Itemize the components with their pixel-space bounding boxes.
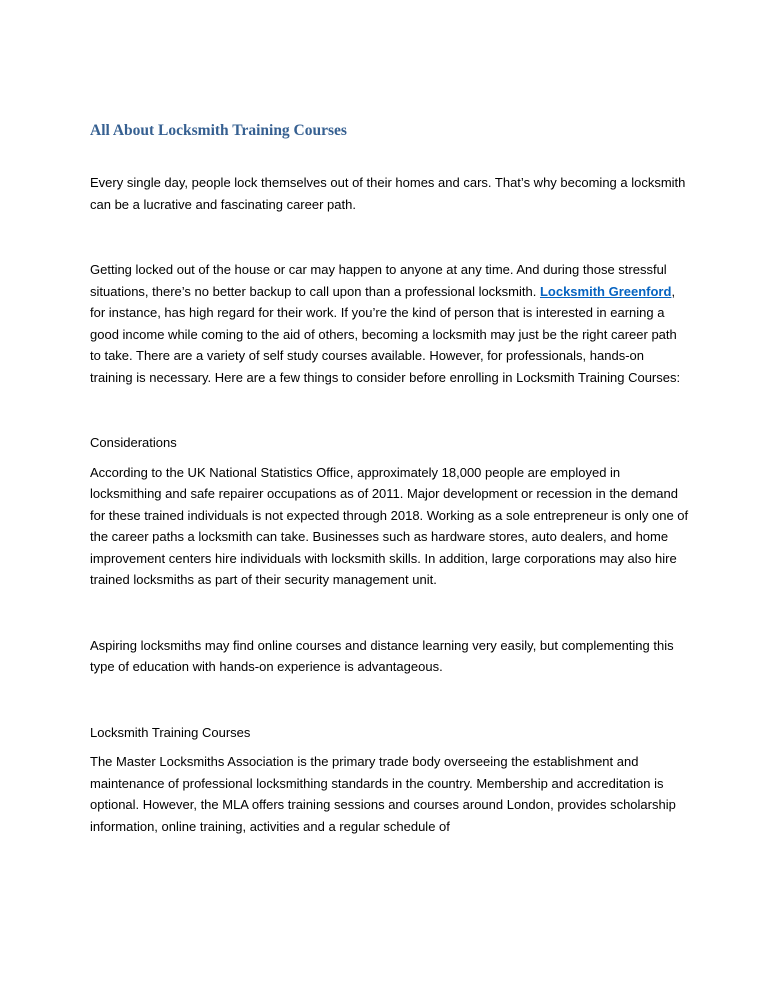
second-paragraph	[90, 259, 690, 388]
paragraph-text-before-link: Getting locked out of the house or car may happen to anyone at any time. And during those stressful situations, there’s no better backup to call upon than a professional locksmith.	[90, 262, 667, 299]
locksmith-greenford-link[interactable]: Locksmith Greenford	[539, 283, 672, 299]
considerations-paragraph: According to the UK National Statistics Office, approximately 18,000 people are employed in locksmithing and safe repairer occupations as of 2011. Major development or recession in the demand for these trained individuals is not expected through 2018. Working as a sole entrepreneur is only one of the career paths a locksmith can take. Businesses such as hardware stores, auto dealers, and home improvement centers hire individuals with locksmith skills. In addition, large corporations may also hire trained locksmiths as part of their security management unit.	[90, 464, 689, 587]
considerations-heading: Considerations	[90, 435, 177, 450]
document-body	[90, 120, 690, 837]
intro-paragraph: Every single day, people lock themselves out of their homes and cars. That’s why becoming a locksmith can be a lucrative and fascinating career path.	[90, 175, 686, 212]
paragraph-text-after-link: , for instance, has high regard for their work. If you’re the kind of person that is interested in earning a good income while coming to the aid of others, becoming a locksmith may just be the right career path to take. There are a variety of self study courses available. However, for professionals, hands-on training is necessary. Here are a few things to consider before enrolling in Locksmith Training Courses:	[90, 283, 681, 385]
aspiring-paragraph: Aspiring locksmiths may find online courses and distance learning very easily, but complementing this type of education with hands-on experience is advantageous.	[90, 637, 674, 674]
training-paragraph: The Master Locksmiths Association is the primary trade body overseeing the establishment and maintenance of professional locksmithing standards in the country. Membership and accreditation is optional. However, the MLA offers training sessions and courses around London, provides scholarship information, online training, activities and a regular schedule of	[90, 754, 676, 834]
training-heading: Locksmith Training Courses	[90, 724, 251, 740]
page-title: All About Locksmith Training Courses	[90, 122, 347, 139]
